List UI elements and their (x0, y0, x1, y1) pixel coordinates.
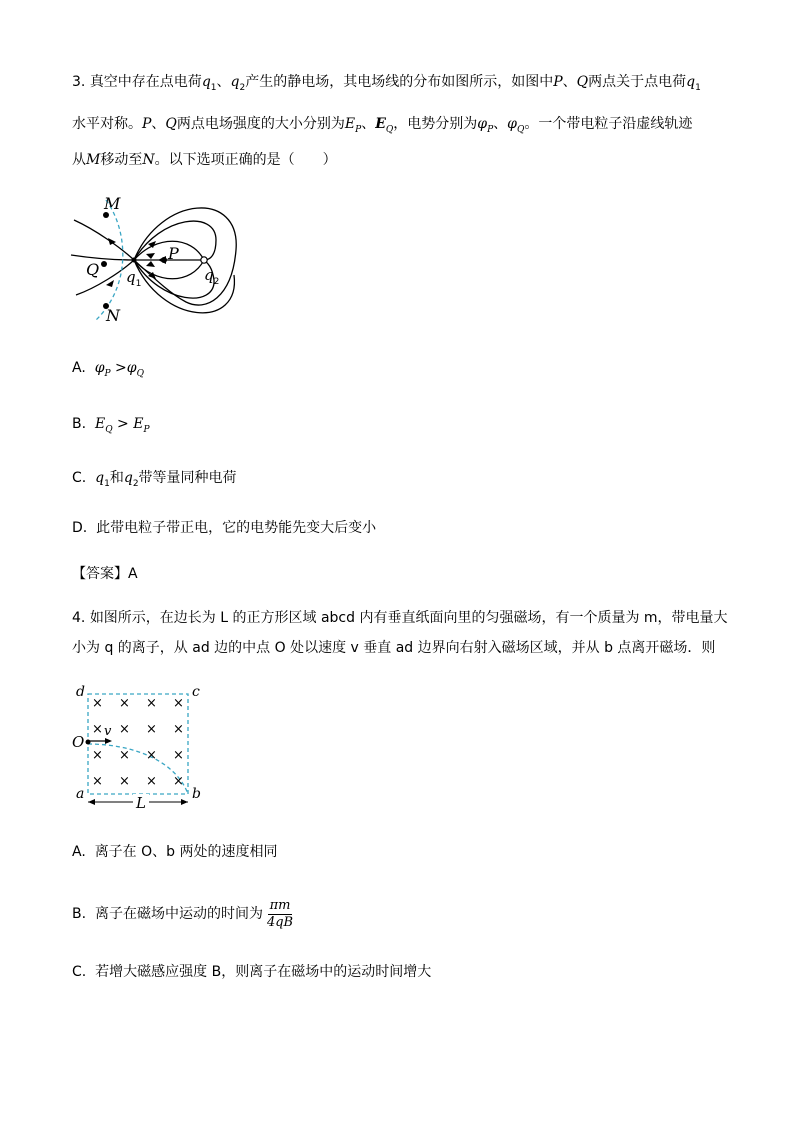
fig1-label-M: M (104, 194, 121, 213)
field-cross-icon: × (92, 696, 103, 711)
q4-option-a: A. 离子在 O、b 两处的速度相同 (72, 844, 278, 860)
field-cross-icon: × (173, 722, 184, 737)
time-fraction: $\frac{\pi m}{4qB}$ (266, 897, 294, 930)
field-cross-icon: × (146, 748, 157, 763)
point-P (161, 257, 167, 263)
q3-answer: 【答案】A (72, 566, 138, 582)
field-cross-icon: × (119, 748, 130, 763)
q4-stem-line-2: 小为 q 的离子，从 ad 边的中点 O 处以速度 v 垂直 ad 边界向右射入磁场区域，并从 b 点离开磁场．则 (72, 640, 716, 656)
q3-option-d: D. 此带电粒子带正电，它的电势能先变大后变小 (72, 520, 377, 536)
q3-stem-line-1: 3. 真空中存在点电荷$q_1$、$q_2$产生的静电场，其电场线的分布如图所示，如图中P、Q两点关于点电荷$q_1$ (72, 74, 701, 93)
q3-option-a: A. $\varphi_P >\varphi_Q$ (72, 360, 144, 379)
charge-q1 (132, 258, 137, 263)
fig2-label-b: b (192, 786, 201, 802)
q3-stem-line-3: 从M移动至N。以下选项正确的是（ ） (72, 152, 337, 168)
fig1-label-Q: Q (86, 260, 100, 279)
charge-q2 (201, 257, 207, 263)
fig2-label-a: a (76, 786, 85, 802)
field-cross-icon: × (146, 774, 157, 789)
field-cross-icon: × (92, 722, 103, 737)
fig1-label-q2: $q_2$ (204, 266, 220, 287)
q4-option-b: B. 离子在磁场中运动的时间为 $\frac{\pi m}{4qB}$ (72, 897, 294, 930)
q3-option-b: B. $E_Q > E_P$ (72, 416, 150, 435)
fig1-label-q1: $q_1$ (126, 268, 142, 289)
fig2-label-c: c (192, 684, 200, 700)
q4-option-c: C. 若增大磁感应强度 B，则离子在磁场中的运动时间增大 (72, 964, 432, 980)
field-cross-icon: × (173, 774, 184, 789)
field-cross-icon: × (119, 722, 130, 737)
field-cross-icon: × (173, 748, 184, 763)
field-cross-icon: × (92, 774, 103, 789)
field-cross-icon: × (146, 696, 157, 711)
q3-option-c: C. $q_1$和$q_2$带等量同种电荷 (72, 470, 237, 489)
field-cross-icon: × (119, 696, 130, 711)
fig1-label-P: P (168, 244, 179, 263)
point-Q (101, 261, 107, 267)
fig1-label-N: N (106, 306, 120, 325)
field-cross-icon: × (146, 722, 157, 737)
q3-stem-line-2: 水平对称。P、Q两点电场强度的大小分别为$E_P$、$E_Q$，电势分别为$\varphi_P$、$\varphi_Q$。一个带电粒子沿虚线轨迹 (72, 116, 693, 135)
field-cross-icon: × (92, 748, 103, 763)
q4-stem-line-1: 4. 如图所示，在边长为 L 的正方形区域 abcd 内有垂直纸面向里的匀强磁场，有一个质量为 m，带电量大 (72, 610, 728, 626)
field-cross-icon: × (173, 696, 184, 711)
field-cross-icon: × (119, 774, 130, 789)
fig2-label-d: d (76, 684, 85, 700)
fig2-label-L: L (133, 794, 149, 812)
fig2-label-O: O (72, 733, 85, 751)
fig2-label-v: v (104, 724, 112, 739)
